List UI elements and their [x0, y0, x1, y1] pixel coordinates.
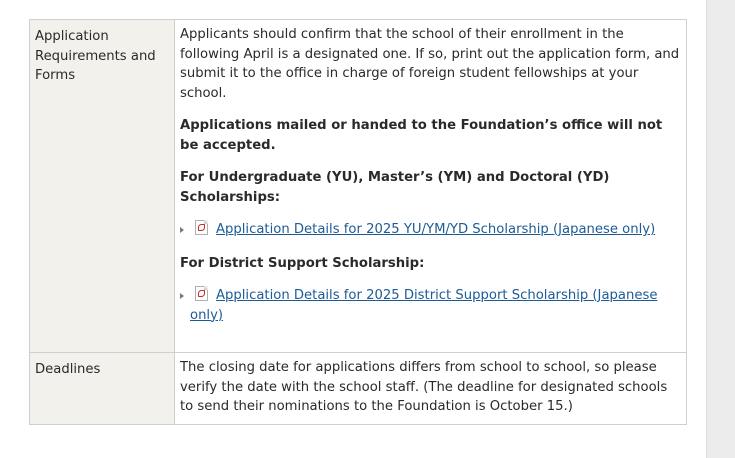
- list-item: [180, 286, 680, 325]
- chevron-right-icon: [180, 227, 184, 233]
- chevron-right-icon: [180, 293, 184, 299]
- pdf-file-icon: [195, 220, 208, 235]
- pdf-file-icon: [195, 286, 208, 301]
- section2-heading: For District Support Scholarship:: [180, 255, 425, 271]
- section1-heading: For Undergraduate (YU), Master’s (YM) and Doctoral (YD) Scholarships:: [180, 170, 610, 205]
- intro-paragraph: Applicants should confirm that the school of their enrollment in the following April is a designated one. If so, print out the application form, and submit it to the office in charge of foreign student fellowships at your school.: [180, 27, 680, 101]
- table-row: [30, 353, 687, 425]
- row-value-deadlines: [175, 353, 687, 425]
- list-item: [180, 220, 680, 240]
- row-value-requirements: [175, 20, 687, 353]
- yu-ym-yd-details-link[interactable]: Application Details for 2025 YU/YM/YD Scholarship (Japanese only): [216, 222, 656, 237]
- notice-paragraph: Applications mailed or handed to the Foundation’s office will not be accepted.: [180, 118, 663, 153]
- deadline-paragraph: The closing date for applications differs from school to school, so please verify the date with the school staff. (The deadline for designated schools to send their nominations to the Foundation is October 15.): [180, 360, 668, 414]
- table-row: [30, 20, 687, 353]
- application-info-table: [29, 19, 687, 425]
- row-header-requirements: Application Requirements and Forms: [30, 20, 175, 353]
- row-header-deadlines: Deadlines: [30, 353, 175, 425]
- district-support-details-link[interactable]: Application Details for 2025 District Support Scholarship (Japanese only): [190, 288, 658, 323]
